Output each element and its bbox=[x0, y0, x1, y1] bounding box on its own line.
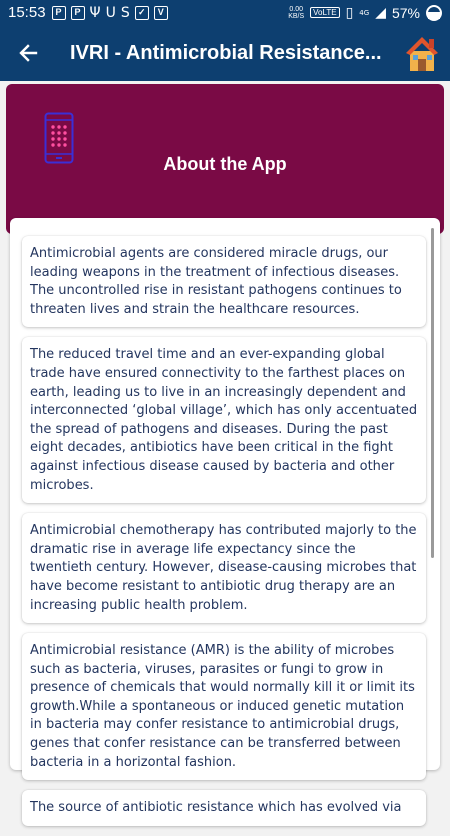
network-speed: 0.00 KB/S bbox=[288, 5, 305, 20]
volte-icon: VoLTE bbox=[310, 7, 339, 18]
notification-icon: ✓ bbox=[135, 6, 149, 20]
clock: 15:53 bbox=[8, 4, 46, 21]
paragraph-card: Antimicrobial chemotherapy has contributed majorly to the dramatic rise in average life expectancy since the twentieth century. However, disease-causing microbes that have become resistant to antibiotic drug therapy are an increasing public health problem. bbox=[22, 513, 426, 623]
about-banner bbox=[6, 84, 444, 234]
notification-icon: V bbox=[154, 6, 168, 20]
status-bar bbox=[0, 0, 450, 25]
paragraph-card: Antimicrobial resistance (AMR) is the ability of microbes such as bacteria, viruses, parasites or fungi to grow in presence of chemicals that would normally kill it or limit its growth.While a spontaneous or induced genetic mutation in bacteria may confer resistance to antimicrobial drugs, genes that confer resistance can be transferred between bacteria in a horizontal fashion. bbox=[22, 633, 426, 780]
system-icons bbox=[288, 5, 442, 21]
content-sheet[interactable] bbox=[10, 218, 440, 816]
app-bar bbox=[0, 25, 450, 81]
battery-percent: 57% bbox=[391, 4, 420, 21]
notification-icon: U bbox=[105, 4, 116, 21]
page-title: IVRI - Antimicrobial Resistance... bbox=[70, 41, 382, 64]
banner-title: About the App bbox=[163, 154, 287, 174]
notification-icon: Ψ bbox=[89, 4, 101, 21]
network-type: 4G bbox=[359, 8, 370, 17]
scrollbar[interactable] bbox=[431, 228, 434, 558]
notification-icon: P bbox=[71, 6, 85, 20]
notification-icons bbox=[52, 5, 168, 21]
back-button[interactable] bbox=[0, 25, 56, 81]
notification-icon: P bbox=[52, 6, 66, 20]
paragraph-card: The source of antibiotic resistance which has evolved via bbox=[22, 790, 426, 826]
paragraph-card: The reduced travel time and an ever-expanding global trade have ensured connectivity to the farthest places on earth, leading us to live in an increasingly dependent and interconnected ‘global village’, which has only accentuated the spread of pathogens and diseases. During the past eight decades, antibiotics have been critical in the fight against infectious disease caused by bacteria and other microbes. bbox=[22, 337, 426, 503]
home-icon bbox=[406, 37, 438, 71]
signal-icon: ◢ bbox=[375, 4, 386, 21]
notification-icon: S bbox=[120, 4, 130, 21]
paragraph-card: Antimicrobial agents are considered miracle drugs, our leading weapons in the treatment of infectious diseases. The uncontrolled rise in resistant pathogens continues to threaten lives and strain the healthcare resources. bbox=[22, 236, 426, 327]
home-button[interactable] bbox=[404, 33, 440, 73]
battery-icon bbox=[426, 5, 442, 21]
paragraph-list[interactable] bbox=[22, 236, 426, 836]
vibrate-icon: ▯ bbox=[345, 4, 354, 21]
arrow-left-icon bbox=[18, 43, 38, 63]
